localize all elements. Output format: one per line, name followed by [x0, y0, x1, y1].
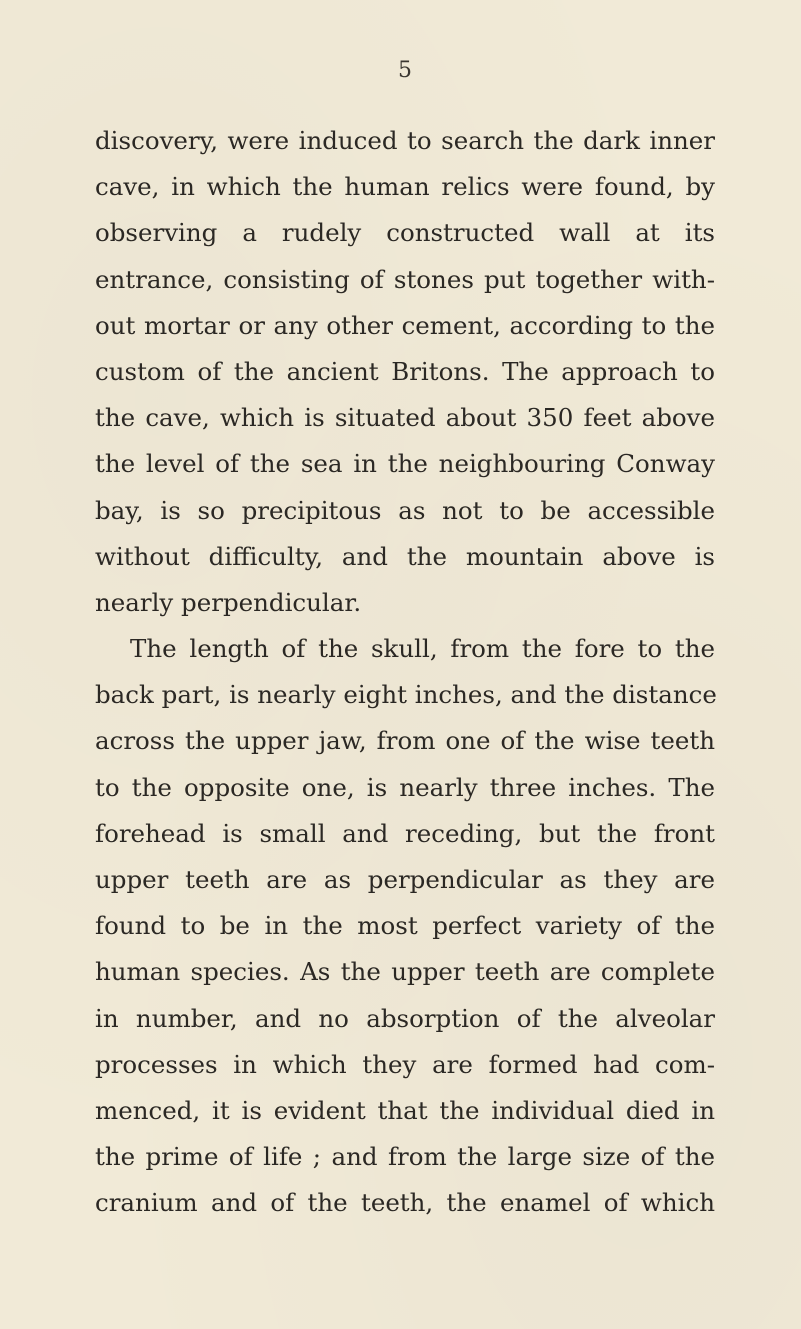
text-line: forehead is small and receding, but the front: [95, 818, 715, 848]
text-line: in number, and no absorption of the alveolar: [95, 1003, 715, 1033]
text-line: discovery, were induced to search the dark inner: [95, 126, 715, 155]
paragraph-start-line: The length of the skull, from the fore to the: [130, 634, 715, 664]
text-line: entrance, consisting of stones put together with-: [95, 264, 715, 294]
text-line: upper teeth are as perpendicular as they are: [95, 865, 715, 894]
text-line: back part, is nearly eight inches, and the distance: [95, 680, 717, 710]
text-line: to the opposite one, is nearly three inches. The: [95, 772, 715, 802]
text-line: cave, in which the human relics were found, by: [95, 172, 715, 202]
text-line: observing a rudely constructed wall at its: [95, 218, 715, 248]
page-number: 5: [398, 58, 412, 83]
text-line: out mortar or any other cement, according to the: [95, 310, 715, 340]
text-line: the level of the sea in the neighbouring Conway: [95, 449, 715, 479]
text-line: across the upper jaw, from one of the wise teeth: [95, 726, 715, 756]
text-line: bay, is so precipitous as not to be accessible: [95, 495, 715, 525]
text-line: processes in which they are formed had com-: [95, 1049, 715, 1079]
paragraph-end-line: nearly perpendicular.: [95, 587, 362, 617]
text-line: without difficulty, and the mountain above is: [95, 541, 715, 571]
text-line: custom of the ancient Britons. The approach to: [95, 356, 715, 386]
text-line: found to be in the most perfect variety of the: [95, 911, 715, 941]
text-line: the prime of life ; and from the large size of the: [95, 1142, 715, 1172]
text-line: cranium and of the teeth, the enamel of which: [95, 1188, 715, 1218]
text-line: menced, it is evident that the individual died in: [95, 1095, 715, 1125]
text-line: human species. As the upper teeth are complete: [95, 957, 715, 987]
text-line: the cave, which is situated about 350 feet above: [95, 403, 715, 433]
body-text: [95, 118, 715, 1227]
